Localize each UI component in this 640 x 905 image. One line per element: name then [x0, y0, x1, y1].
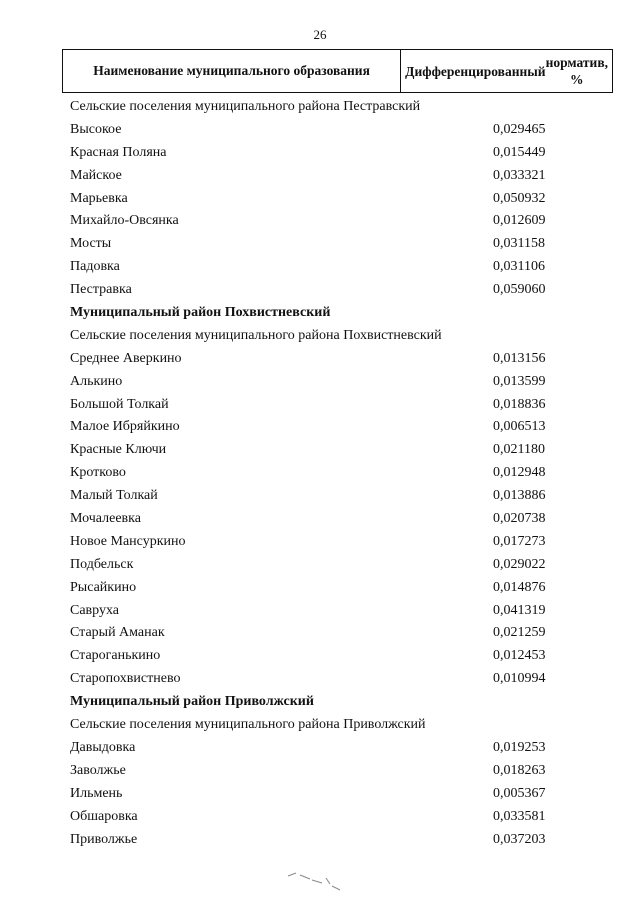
row-name: Марьевка	[70, 190, 128, 206]
row-name: Муниципальный район Похвистневский	[70, 305, 331, 321]
table-row	[0, 279, 640, 302]
table-row	[0, 188, 640, 211]
row-value: 0,050932	[493, 190, 546, 206]
table-body	[0, 96, 640, 851]
row-name: Высокое	[70, 121, 122, 137]
column-header-normative-line2: норматив, %	[545, 55, 608, 87]
row-name: Мосты	[70, 236, 112, 252]
table-header	[62, 49, 613, 93]
column-header-normative-line1: Дифференцированный	[405, 63, 546, 79]
row-value: 0,031158	[493, 236, 545, 252]
row-value: 0,020738	[493, 511, 546, 527]
row-value: 0,029022	[493, 556, 546, 572]
row-name: Красная Поляна	[70, 144, 167, 160]
settlement-group-row	[0, 714, 640, 737]
row-name: Михайло-Овсянка	[70, 213, 179, 229]
row-value: 0,012453	[493, 648, 546, 664]
row-value: 0,012609	[493, 213, 546, 229]
table-row	[0, 394, 640, 417]
row-value: 0,021259	[493, 625, 546, 641]
table-row	[0, 600, 640, 623]
district-heading-row	[0, 302, 640, 325]
row-value: 0,013886	[493, 488, 546, 504]
table-row	[0, 439, 640, 462]
row-value: 0,018836	[493, 396, 546, 412]
row-value: 0,010994	[493, 671, 546, 687]
table-row	[0, 737, 640, 760]
table-row	[0, 829, 640, 852]
column-header-normative	[401, 50, 612, 92]
table-row	[0, 210, 640, 233]
table-row	[0, 645, 640, 668]
table-row	[0, 142, 640, 165]
table-row	[0, 531, 640, 554]
table-row	[0, 371, 640, 394]
row-name: Среднее Аверкино	[70, 350, 182, 366]
row-value: 0,013599	[493, 373, 546, 389]
page-number: 26	[313, 27, 327, 42]
row-value: 0,017273	[493, 533, 546, 549]
table-row	[0, 577, 640, 600]
settlement-group-row	[0, 96, 640, 119]
row-name: Алькино	[70, 373, 123, 389]
row-name: Новое Мансуркино	[70, 533, 186, 549]
row-name: Красные Ключи	[70, 442, 167, 458]
row-name: Давыдовка	[70, 739, 136, 755]
row-value: 0,031106	[493, 259, 545, 275]
row-name: Савруха	[70, 602, 120, 618]
table-row	[0, 760, 640, 783]
row-value: 0,019253	[493, 739, 546, 755]
column-header-municipality: Наименование муниципального образования	[63, 50, 401, 92]
row-name: Рысайкино	[70, 579, 137, 595]
row-name: Майское	[70, 167, 122, 183]
table-row	[0, 165, 640, 188]
row-value: 0,012948	[493, 465, 546, 481]
row-value: 0,013156	[493, 350, 546, 366]
row-name: Подбельск	[70, 556, 134, 572]
handwritten-mark	[286, 870, 356, 894]
row-name: Малый Толкай	[70, 488, 158, 504]
row-name: Сельские поселения муниципального района Похвистневский	[70, 327, 442, 343]
table-row	[0, 485, 640, 508]
row-name: Старый Аманак	[70, 625, 165, 641]
row-name: Староганькино	[70, 648, 161, 664]
row-name: Мочалеевка	[70, 511, 141, 527]
table-row	[0, 508, 640, 531]
row-name: Малое Ибряйкино	[70, 419, 180, 435]
table-row	[0, 783, 640, 806]
row-value: 0,029465	[493, 121, 546, 137]
table-row	[0, 462, 640, 485]
row-name: Кротково	[70, 465, 126, 481]
row-value: 0,033581	[493, 808, 546, 824]
row-name: Обшаровка	[70, 808, 138, 824]
row-value: 0,021180	[493, 442, 545, 458]
row-value: 0,059060	[493, 282, 546, 298]
row-name: Ильмень	[70, 785, 123, 801]
table-row	[0, 348, 640, 371]
row-name: Большой Толкай	[70, 396, 169, 412]
table-row	[0, 233, 640, 256]
table-row	[0, 256, 640, 279]
row-name: Муниципальный район Приволжский	[70, 694, 314, 710]
row-value: 0,014876	[493, 579, 546, 595]
row-value: 0,037203	[493, 831, 546, 847]
district-heading-row	[0, 691, 640, 714]
row-name: Сельские поселения муниципального района Приволжский	[70, 717, 426, 733]
row-name: Старопохвистнево	[70, 671, 181, 687]
row-value: 0,018263	[493, 762, 546, 778]
table-row	[0, 668, 640, 691]
row-value: 0,033321	[493, 167, 546, 183]
table-row	[0, 622, 640, 645]
row-name: Сельские поселения муниципального района Пестравский	[70, 99, 421, 114]
row-value: 0,041319	[493, 602, 546, 618]
row-value: 0,006513	[493, 419, 546, 435]
row-name: Пестравка	[70, 282, 132, 298]
table-row	[0, 806, 640, 829]
row-name: Заволжье	[70, 762, 126, 778]
row-name: Падовка	[70, 259, 120, 275]
table-row	[0, 416, 640, 439]
row-value: 0,005367	[493, 785, 546, 801]
row-name: Приволжье	[70, 831, 138, 847]
row-value: 0,015449	[493, 144, 546, 160]
table-row	[0, 554, 640, 577]
table-row	[0, 119, 640, 142]
settlement-group-row	[0, 325, 640, 348]
